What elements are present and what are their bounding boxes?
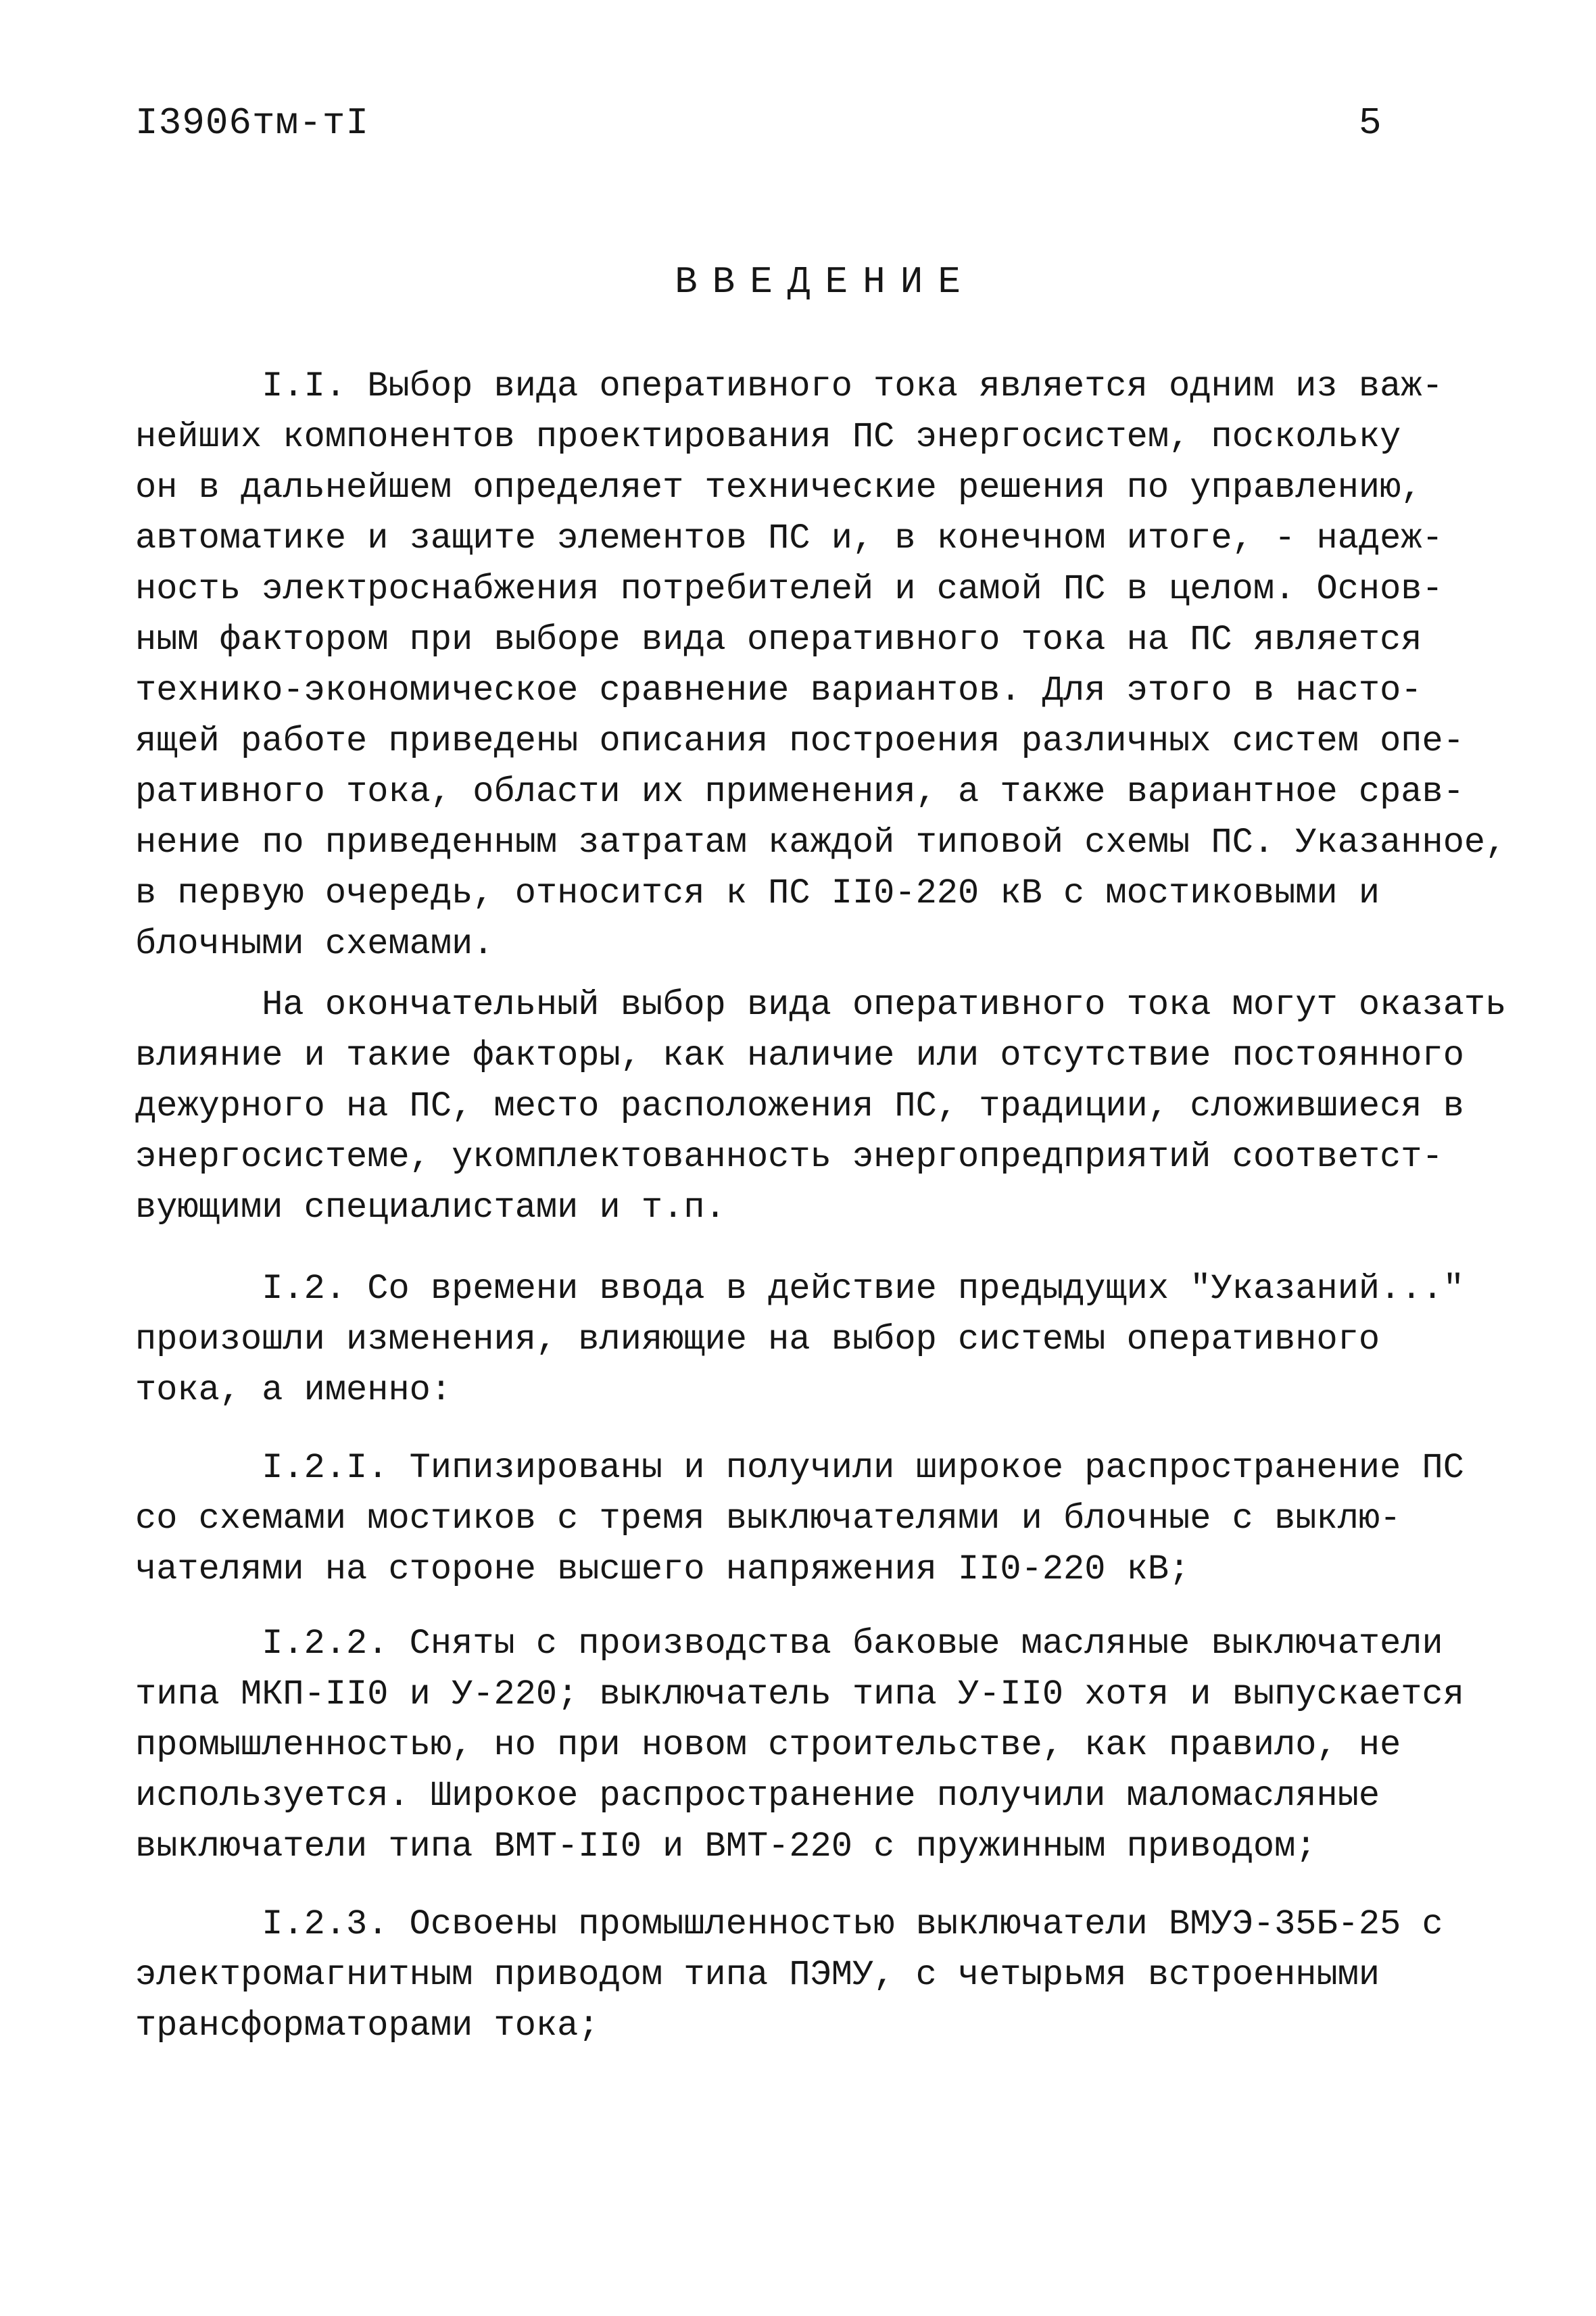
text-line: тока, а именно: (135, 1370, 452, 1410)
text-line: нение по приведенным затратам каждой типовой схемы ПС. Указанное, (135, 823, 1507, 863)
text-line: ным фактором при выборе вида оперативного тока на ПС является (135, 620, 1422, 660)
text-line: чателями на стороне высшего напряжения II0-220 кВ; (135, 1549, 1190, 1589)
text-line: технико-экономическое сравнение вариантов. Для этого в насто- (135, 671, 1422, 710)
text-line: влияние и такие факторы, как наличие или отсутствие постоянного (135, 1036, 1464, 1076)
text-line: На окончательный выбор вида оперативного тока могут оказать (135, 985, 1507, 1025)
text-line: произошли изменения, влияющие на выбор системы оперативного (135, 1320, 1380, 1359)
text-line: I.2.3. Освоены промышленностью выключатели ВМУЭ-35Б-25 с (135, 1904, 1443, 1944)
text-line: I.I. Выбор вида оперативного тока является одним из важ- (135, 366, 1443, 406)
text-line: дежурного на ПС, место расположения ПС, традиции, сложившиеся в (135, 1086, 1464, 1126)
text-line: блочными схемами. (135, 924, 494, 964)
text-line: ность электроснабжения потребителей и самой ПС в целом. Основ- (135, 569, 1443, 609)
text-line: I.2. Со времени ввода в действие предыдущих "Указаний..." (135, 1269, 1464, 1309)
text-line: электромагнитным приводом типа ПЭМУ, с четырьмя встроенными (135, 1955, 1380, 1995)
text-line: в первую очередь, относится к ПС II0-220 кВ с мостиковыми и (135, 873, 1380, 913)
text-line: используется. Широкое распространение получили маломасляные (135, 1776, 1380, 1816)
page-number: 5 (1359, 101, 1382, 145)
text-line: I.2.2. Сняты с производства баковые масляные выключатели (135, 1624, 1443, 1664)
text-line: I.2.I. Типизированы и получили широкое распространение ПС (135, 1448, 1464, 1488)
text-line: он в дальнейшем определяет технические решения по управлению, (135, 468, 1422, 508)
text-line: со схемами мостиков с тремя выключателями и блочные с выклю- (135, 1499, 1401, 1539)
text-line: трансформаторами тока; (135, 2006, 600, 2046)
text-line: выключатели типа ВМТ-II0 и ВМТ-220 с пружинным приводом; (135, 1827, 1317, 1866)
text-line: вующими специалистами и т.п. (135, 1188, 726, 1228)
text-line: нейших компонентов проектирования ПС энергосистем, поскольку (135, 417, 1401, 457)
text-line: энергосистеме, укомплектованность энергопредприятий соответст- (135, 1137, 1443, 1177)
document-code: I3906тм-тI (135, 101, 370, 145)
text-line: ративного тока, области их применения, а также вариантное срав- (135, 772, 1464, 812)
text-line: автоматике и защите элементов ПС и, в конечном итоге, - надеж- (135, 518, 1443, 558)
text-line: промышленностью, но при новом строительстве, как правило, не (135, 1725, 1401, 1765)
text-line: ящей работе приведены описания построения различных систем опе- (135, 721, 1464, 761)
section-title: ВВЕДЕНИЕ (675, 260, 975, 304)
text-line: типа МКП-II0 и У-220; выключатель типа У-II0 хотя и выпускается (135, 1674, 1464, 1714)
